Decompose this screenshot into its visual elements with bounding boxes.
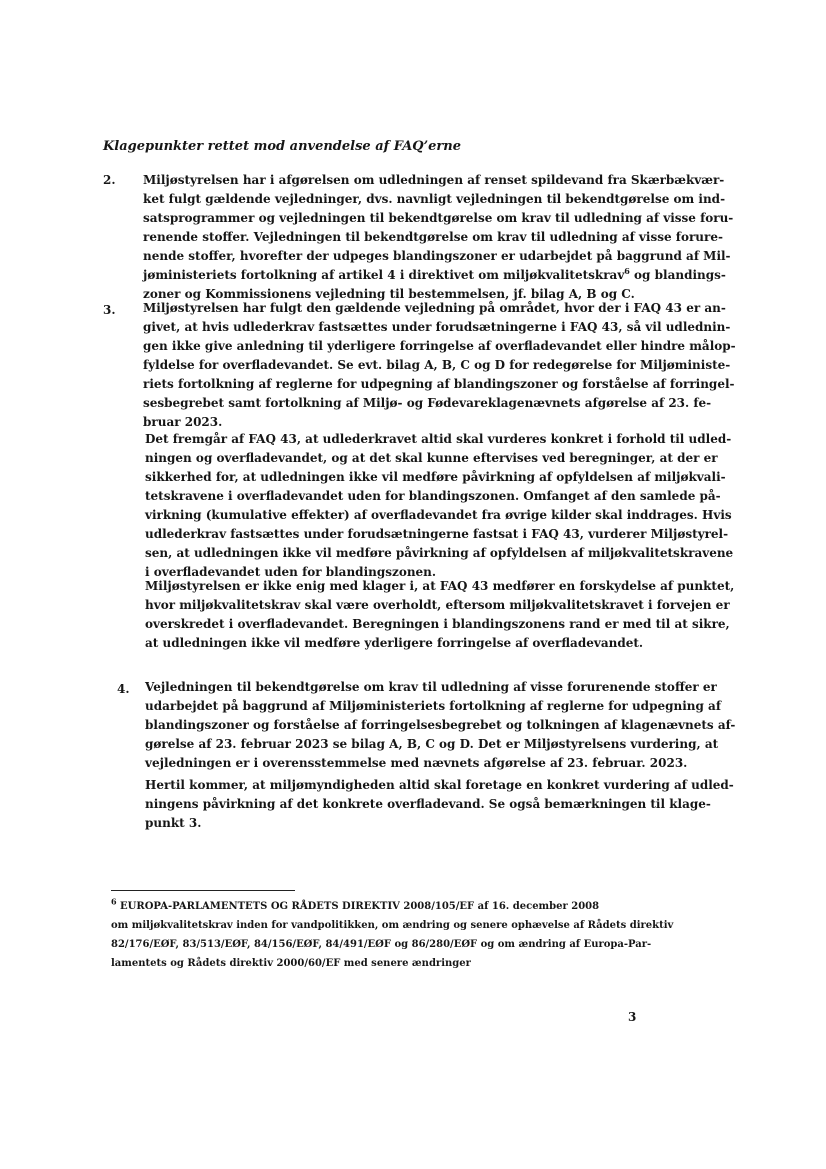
text-fragment: og blandings- <box>629 268 726 282</box>
text-line: Miljøstyrelsen er ikke enig med klager i, at FAQ 43 medfører en forskydelse af punktet, <box>145 579 735 593</box>
section-heading: Klagepunkter rettet mod anvendelse af FAQ’erne <box>103 139 462 154</box>
text-line: ket fulgt gældende vejledninger, dvs. navnligt vejledningen til bekendtgørelse om ind- <box>143 192 726 206</box>
text-line: ningen og overfladevandet, og at det skal kunne eftervises ved beregninger, at der er <box>145 451 718 465</box>
text-line: bruar 2023. <box>143 415 223 429</box>
item-number-3: 3. <box>103 303 116 317</box>
item-4-paragraph <box>145 678 735 773</box>
item-3-paragraph-3 <box>145 577 734 653</box>
text-fragment: jøministeriets fortolkning af artikel 4 i direktivet om miljøkvalitetskrav <box>143 268 625 282</box>
page-number: 3 <box>628 1010 637 1024</box>
footnote-line: 82/176/EØF, 83/513/EØF, 84/156/EØF, 84/491/EØF og 86/280/EØF og om ændring af Europa-Par- <box>111 939 652 950</box>
footnote-line <box>111 897 673 916</box>
text-line: Miljøstyrelsen har fulgt den gældende vejledning på området, hvor der i FAQ 43 er an- <box>143 301 726 315</box>
text-line: Vejledningen til bekendtgørelse om krav til udledning af visse forurenende stoffer er <box>145 680 717 694</box>
text-line: vejledningen er i overensstemmelse med nævnets afgørelse af 23. februar. 2023. <box>145 756 688 770</box>
footnote-divider <box>111 890 295 891</box>
footnote-title: EUROPA-PARLAMENTETS OG RÅDETS DIREKTIV 2008/105/EF af 16. december 2008 <box>116 901 600 912</box>
text-line: fyldelse for overfladevandet. Se evt. bilag A, B, C og D for redegørelse for Miljøministe- <box>143 358 731 372</box>
text-line: overskredet i overfladevandet. Beregningen i blandingszonens rand er med til at sikre, <box>145 617 730 631</box>
item-3-paragraph-2 <box>145 430 733 582</box>
footnote-line: lamentets og Rådets direktiv 2000/60/EF med senere ændringer <box>111 958 471 969</box>
text-line: udlederkrav fastsættes under forudsætningerne fastsat i FAQ 43, vurderer Miljøstyrel- <box>145 527 729 541</box>
text-line: at udledningen ikke vil medføre yderligere forringelse af overfladevandet. <box>145 636 644 650</box>
item-4-paragraph-2 <box>145 776 734 833</box>
text-line: udarbejdet på baggrund af Miljøministeriets fortolkning af reglerne for udpegning af <box>145 699 721 713</box>
text-line: gen ikke give anledning til yderligere forringelse af overfladevandet eller hindre målop- <box>143 339 736 353</box>
text-line: Det fremgår af FAQ 43, at udlederkravet altid skal vurderes konkret i forhold til udled- <box>145 432 732 446</box>
text-line: sen, at udledningen ikke vil medføre påvirkning af opfyldelsen af miljøkvalitetskravene <box>145 546 734 560</box>
item-number-4: 4. <box>117 682 130 696</box>
item-number-2: 2. <box>103 173 116 187</box>
text-line: nende stoffer, hvorefter der udpeges blandingszoner er udarbejdet på baggrund af Mil- <box>143 249 731 263</box>
text-line: tetskravene i overfladevandet uden for blandingszonen. Omfanget af den samlede på- <box>145 489 721 503</box>
text-line: givet, at hvis udlederkrav fastsættes under forudsætningerne i FAQ 43, så vil udlednin- <box>143 320 731 334</box>
text-line: sikkerhed for, at udledningen ikke vil medføre påvirkning af opfyldelsen af miljøkvali- <box>145 470 726 484</box>
text-line: riets fortolkning af reglerne for udpegning af blandingszoner og forståelse af forringel- <box>143 377 735 391</box>
text-line: punkt 3. <box>145 816 202 830</box>
footnote-line: om miljøkvalitetskrav inden for vandpolitikken, om ændring og senere ophævelse af Rådets direktiv <box>111 920 674 931</box>
text-line: hvor miljøkvalitetskrav skal være overholdt, eftersom miljøkvalitetskravet i forvejen er <box>145 598 730 612</box>
footnote-marker: 6 <box>111 896 117 907</box>
footnote-reference[interactable]: 6 <box>624 266 630 276</box>
text-line: satsprogrammer og vejledningen til bekendtgørelse om krav til udledning af visse foru- <box>143 211 734 225</box>
text-line: zoner og Kommissionens vejledning til bestemmelsen, jf. bilag A, B og C. <box>143 287 635 301</box>
footnote <box>111 897 673 973</box>
text-line: sesbegrebet samt fortolkning af Miljø- og Fødevareklagenævnets afgørelse af 23. fe- <box>143 396 712 410</box>
text-line: blandingszoner og forståelse af forringelsesbegrebet og tolkningen af klagenævnets af- <box>145 718 736 732</box>
text-line: virkning (kumulative effekter) af overfladevandet fra øvrige kilder skal inddrages. Hvis <box>145 508 732 522</box>
text-line: Hertil kommer, at miljømyndigheden altid skal foretage en konkret vurdering af udled- <box>145 778 734 792</box>
text-line: Miljøstyrelsen har i afgørelsen om udledningen af renset spildevand fra Skærbækvær- <box>143 173 725 187</box>
item-2-paragraph <box>143 171 733 304</box>
text-line: i overfladevandet uden for blandingszonen. <box>145 565 437 579</box>
text-line: ningens påvirkning af det konkrete overfladevand. Se også bemærkningen til klage- <box>145 797 711 811</box>
text-line-with-footnote <box>143 266 733 285</box>
text-line: gørelse af 23. februar 2023 se bilag A, B, C og D. Det er Miljøstyrelsens vurdering, at <box>145 737 719 751</box>
item-3-paragraph <box>143 299 736 432</box>
text-line: renende stoffer. Vejledningen til bekendtgørelse om krav til udledning af visse forure- <box>143 230 723 244</box>
